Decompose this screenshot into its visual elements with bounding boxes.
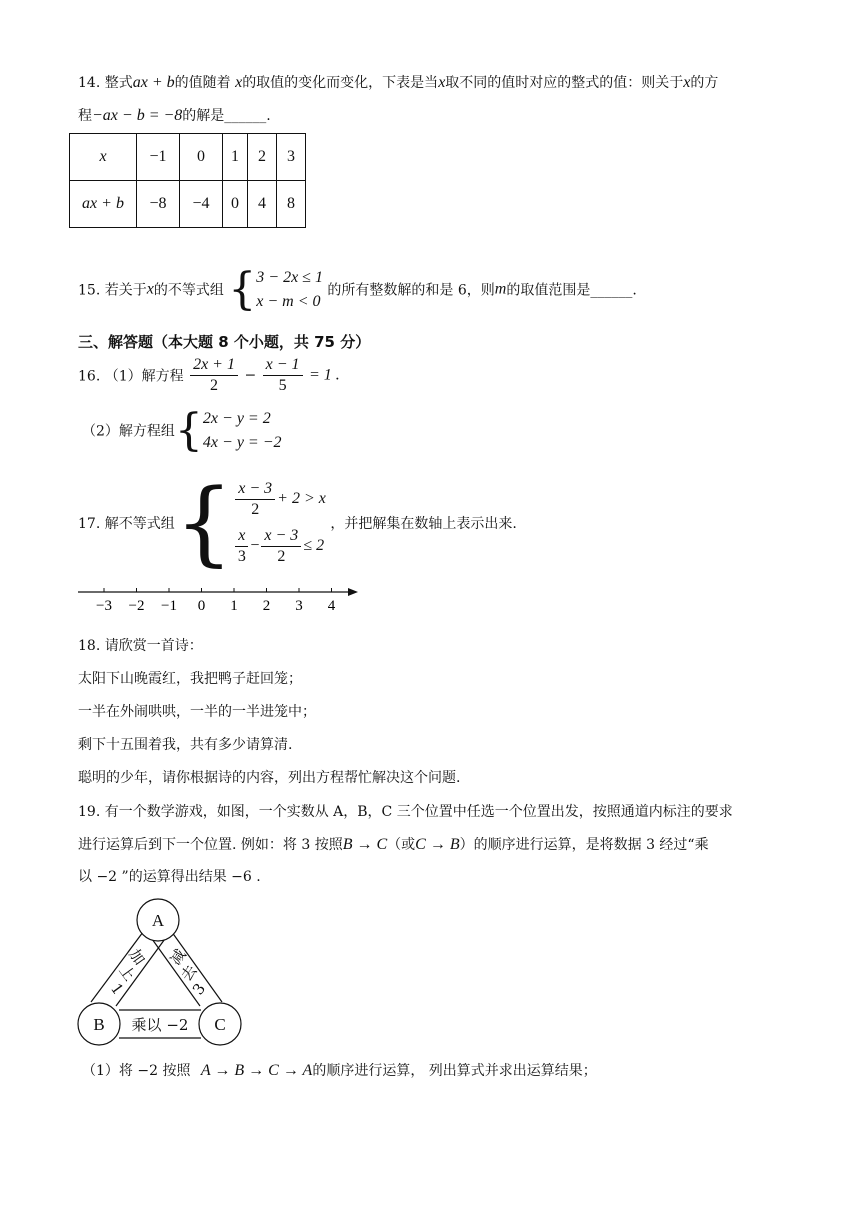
poem-line: 一半在外闹哄哄，一半的一半进笼中； <box>78 704 316 720</box>
table-cell: 4 <box>248 181 277 228</box>
fraction: $\frac{x - 3}{2}$ <box>261 526 301 567</box>
axis-tick-label: 1 <box>230 598 238 614</box>
section-title: 三、解答题（本大题 8 个小题，共 75 分） <box>78 333 371 351</box>
q16-part2: （2）解方程组{ 2x − y = 2 4x − y = −2 <box>82 405 282 456</box>
edge-ac-char: 减 <box>166 945 190 969</box>
q19-line2: 进行运算后到下一个位置. 例如：将 3 按照B → C（或C → B）的顺序进行运算，是将数据 3 经过“乘 <box>78 836 709 853</box>
node-c-label: C <box>214 1015 226 1034</box>
edge-ac-char: 去 <box>177 961 201 985</box>
axis-tick-label: −3 <box>96 598 112 614</box>
edge-ac-char: 3 <box>188 979 210 999</box>
inequality-system: 3 − 2x ≤ 1 x − m < 0 <box>256 268 323 310</box>
brace: { <box>174 469 234 576</box>
edge-ab-char: 1 <box>106 979 128 999</box>
table-row <box>70 181 306 228</box>
edge-bc-label: 乘以 −2 <box>131 1016 189 1034</box>
table-cell: −8 <box>137 181 180 228</box>
table-cell: 3 <box>277 134 306 181</box>
q15-line: 15. 若关于x的不等式组 { 3 − 2x ≤ 1 x − m < 0 的所有整数解的和是 6，则m的取值范围是______. <box>78 264 637 315</box>
q14-line2: 程−ax − b = −8的解是______. <box>78 107 271 124</box>
table-cell: 2 <box>248 134 277 181</box>
q19-line3: 以 −2 ”的运算得出结果 −6 . <box>78 869 261 885</box>
value-table <box>69 133 306 228</box>
axis-tick-label: 3 <box>295 598 303 614</box>
axis-tick-label: −2 <box>128 598 145 614</box>
inequality-system: $\frac{x - 3}{2}$ + 2 > x $\frac{x}{3}$ − $\frac{x - 3}{2}$ ≤ 2 <box>233 479 326 567</box>
brace: { <box>174 405 203 456</box>
axis-tick-label: −1 <box>161 598 177 614</box>
table-head-expr: ax + b <box>70 181 137 228</box>
q19-line1: 19. 有一个数学游戏，如图，一个实数从 A，B，C 三个位置中任选一个位置出发，按照通道内标注的要求 <box>78 804 733 820</box>
node-b-label: B <box>93 1015 105 1034</box>
table-cell: −4 <box>180 181 223 228</box>
q16-part1: 16. （1）解方程 $\frac{2x + 1}{2}$ − $\frac{x - 1}{5}$ = 1 . <box>78 356 340 394</box>
axis-tick-label: 0 <box>197 598 206 614</box>
axis-tick-label: 2 <box>262 598 271 614</box>
q14-line1: 14. 整式ax + b的值随着 x的取值的变化而变化，下表是当x取不同的值时对应的整式的值：则关于x的方 <box>78 74 719 91</box>
table-cell: −1 <box>137 134 180 181</box>
q18-title: 18. 请欣赏一首诗： <box>78 638 203 654</box>
operation-diagram <box>70 898 250 1053</box>
table-cell: 1 <box>223 134 248 181</box>
fraction: $\frac{x}{3}$ <box>235 526 248 567</box>
poem-line: 剩下十五围着我，共有多少请算清. <box>78 737 293 753</box>
table-row <box>70 134 306 181</box>
fraction: $\frac{x - 3}{2}$ <box>235 479 275 520</box>
equation-system: 2x − y = 2 4x − y = −2 <box>202 409 282 451</box>
table-head-x: x <box>70 134 137 181</box>
axis-tick-label: 4 <box>327 598 336 614</box>
arrow-icon <box>348 588 358 596</box>
table-cell: 8 <box>277 181 306 228</box>
poem-line: 太阳下山晚霞红，我把鸭子赶回笼； <box>78 671 302 687</box>
edge-ab-char: 上 <box>115 961 139 985</box>
table-cell: 0 <box>223 181 248 228</box>
poem-line: 聪明的少年，请你根据诗的内容，列出方程帮忙解决这个问题. <box>78 770 461 786</box>
brace: { <box>228 264 257 315</box>
fraction: $\frac{x - 1}{5}$ <box>263 355 303 396</box>
edge-ab-char: 加 <box>125 945 149 969</box>
node-a-label: A <box>151 911 165 930</box>
q19-part1: （1）将 −2 按照 A → B → C → A的顺序进行运算， 列出算式并求出运算结果； <box>82 1062 597 1079</box>
table-cell: 0 <box>180 134 223 181</box>
fraction: $\frac{2x + 1}{2}$ <box>190 355 238 396</box>
number-line <box>70 580 370 616</box>
q17-line: 17. 解不等式组{ $\frac{x - 3}{2}$ + 2 > x $\frac{x}{3}$ − $\frac{x - 3}{2}$ ≤ 2 ，并把解集在数轴上表示出来. <box>78 469 517 576</box>
